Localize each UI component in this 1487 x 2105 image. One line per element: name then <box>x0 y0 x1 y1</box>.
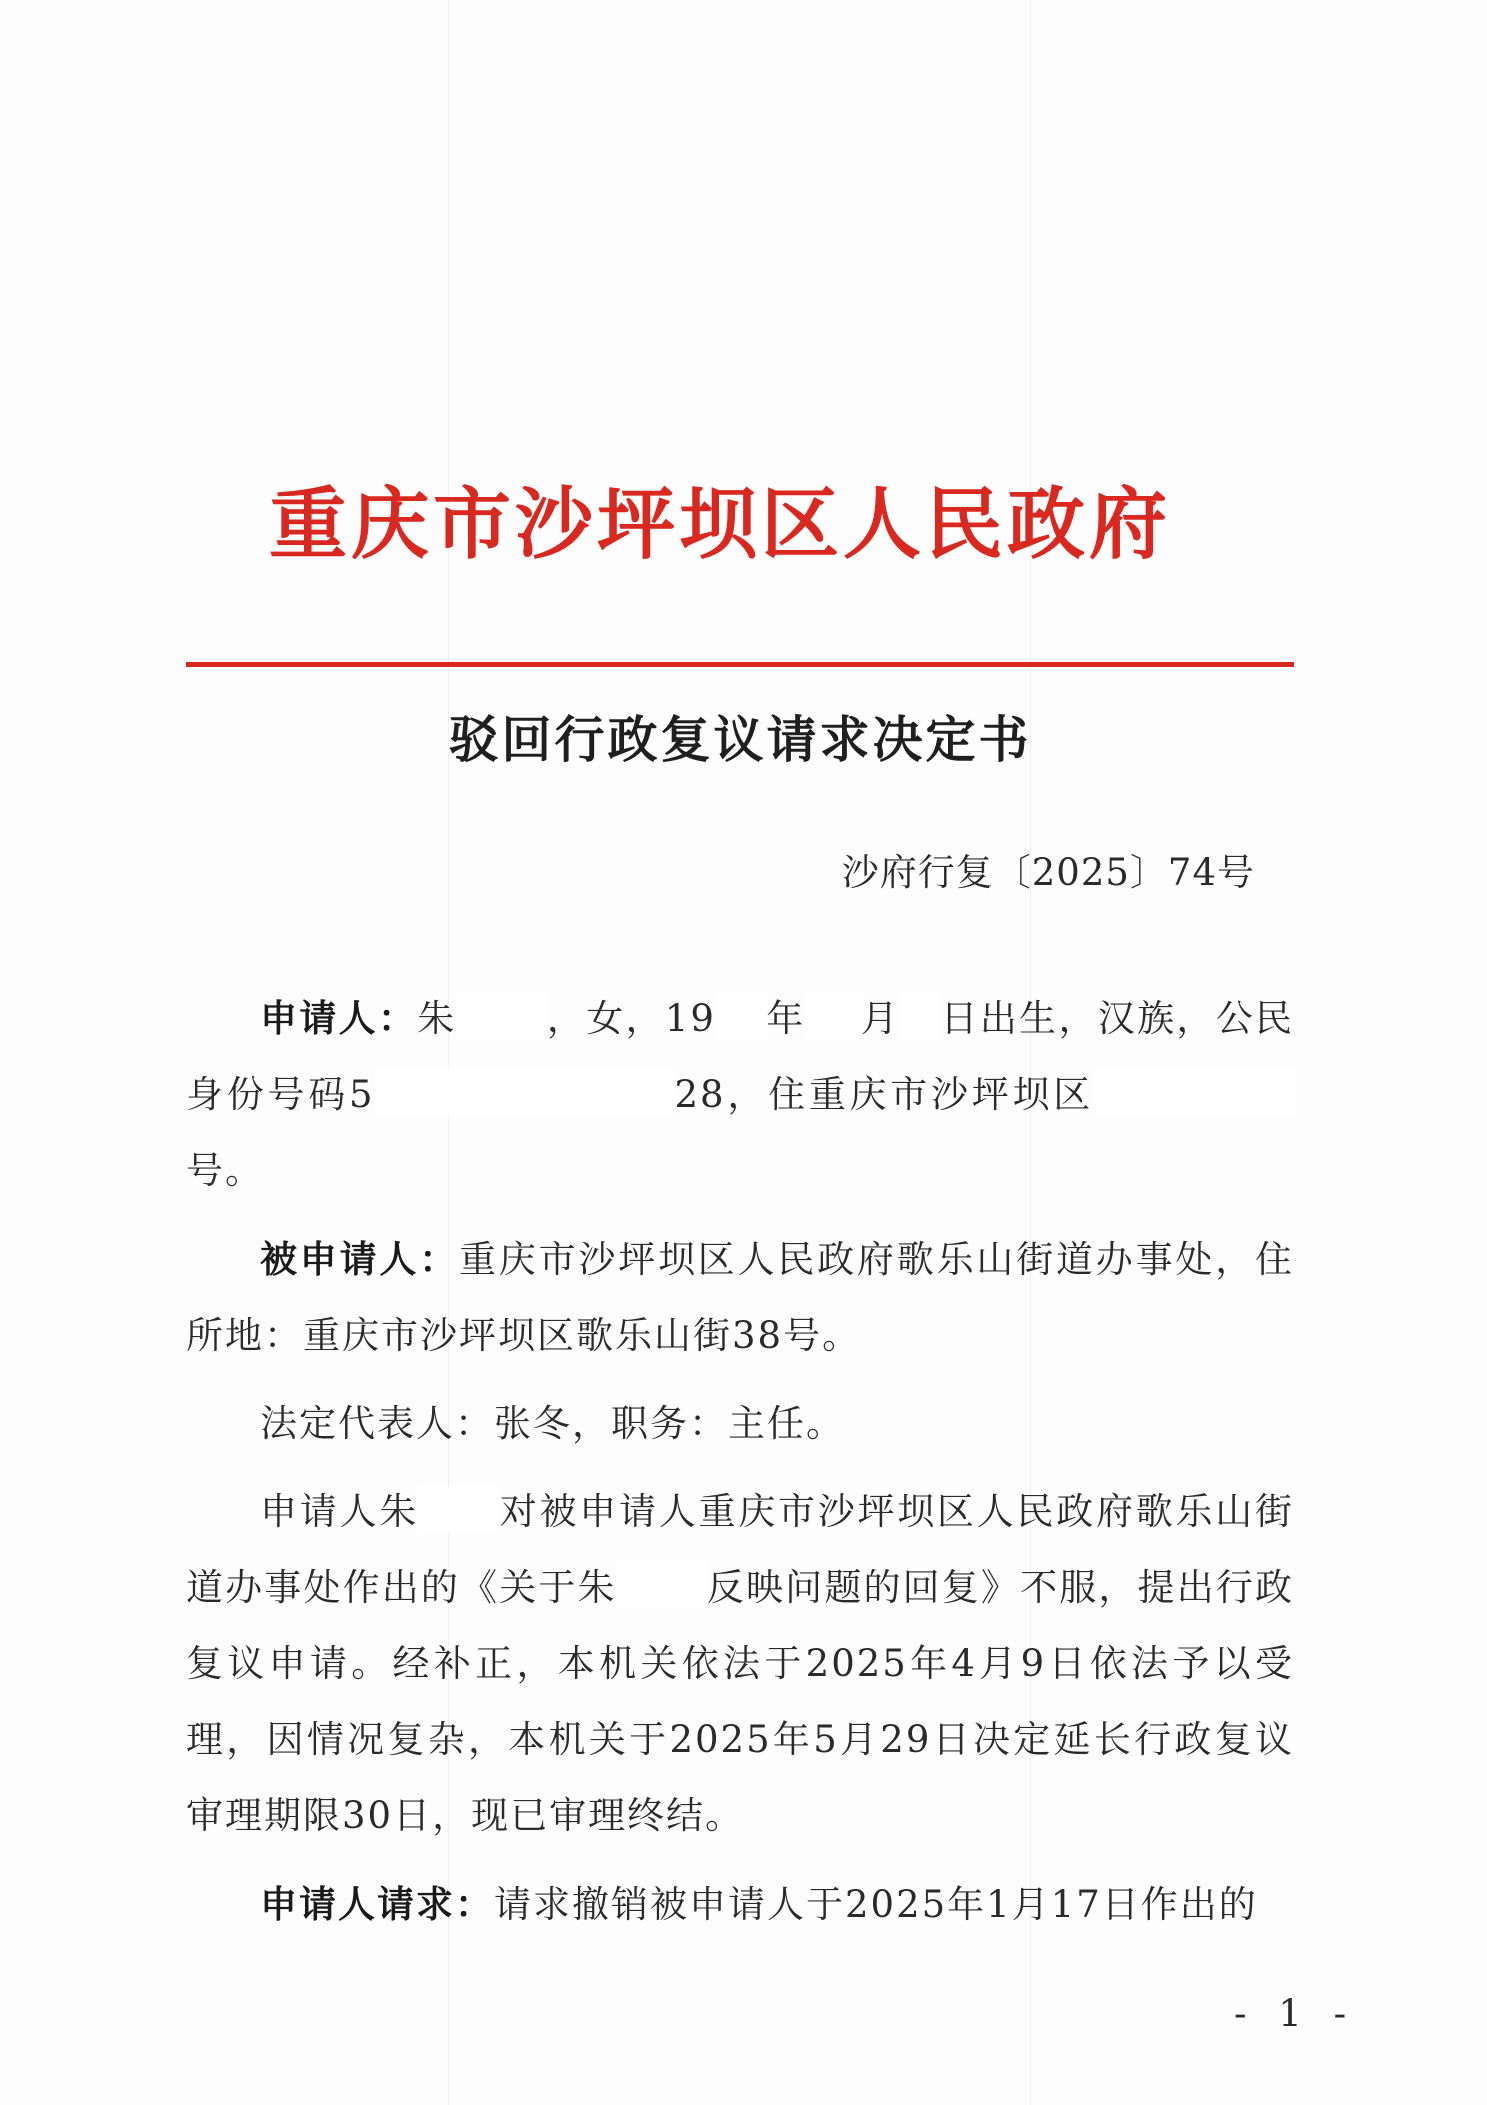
applicant-paragraph <box>186 980 1294 1209</box>
redaction-block <box>806 993 861 1039</box>
case-intro-paragraph <box>186 1474 1294 1854</box>
redaction-block <box>900 993 940 1039</box>
page-number: - 1 - <box>1234 1992 1357 2035</box>
legal-representative-paragraph <box>186 1386 1294 1462</box>
applicant-text: 28，住重庆市沙坪坝区 <box>674 1073 1094 1116</box>
applicant-text: 日出生，汉族，公民身份号码5 <box>186 997 1295 1116</box>
applicant-text: 年 <box>765 997 806 1040</box>
redaction-block <box>617 1562 707 1608</box>
document-title: 驳回行政复议请求决定书 <box>448 710 1032 769</box>
document-number: 沙府行复〔2025〕74号 <box>841 851 1255 894</box>
respondent-label: 被申请人： <box>260 1237 459 1281</box>
request-paragraph <box>186 1866 1294 1943</box>
applicant-text: ，女，19 <box>546 997 716 1040</box>
request-text: 请求撤销被申请人于2025年1月17日作出的 <box>494 1883 1258 1926</box>
redaction-block <box>716 993 766 1039</box>
case-intro-text: 反映问题的回复》不服，提出行政复议申请。经补正，本机关依法于2025年4月9日依法予以受理，因情况复杂，本机关于2025年5月29日决定延长行政复议审理期限30日，现已审理终结。 <box>186 1566 1295 1837</box>
applicant-text: 月 <box>860 997 901 1040</box>
redaction-block <box>375 1069 675 1115</box>
applicant-surname: 朱 <box>417 997 457 1040</box>
applicant-text: 号。 <box>186 1149 264 1192</box>
respondent-paragraph <box>186 1221 1294 1374</box>
document-body <box>186 980 1294 1943</box>
legal-representative-text: 法定代表人：张冬，职务：主任。 <box>260 1402 845 1445</box>
red-divider-rule <box>186 662 1294 667</box>
case-intro-text: 对被申请人重庆市沙坪坝区人民政府歌乐山街道办事处作出的《关于朱 <box>186 1490 1294 1609</box>
applicant-label: 申请人： <box>260 996 418 1040</box>
redaction-block <box>1094 1069 1294 1115</box>
respondent-text: 重庆市沙坪坝区人民政府歌乐山街道办事处，住所地：重庆市沙坪坝区歌乐山街38号。 <box>186 1238 1294 1357</box>
redaction-block <box>457 993 547 1039</box>
request-label: 申请人请求： <box>260 1882 494 1926</box>
redaction-block <box>419 1486 499 1532</box>
issuer-masthead: 重庆市沙坪坝区人民政府 <box>268 479 1171 570</box>
case-intro-text: 申请人朱 <box>260 1490 419 1533</box>
